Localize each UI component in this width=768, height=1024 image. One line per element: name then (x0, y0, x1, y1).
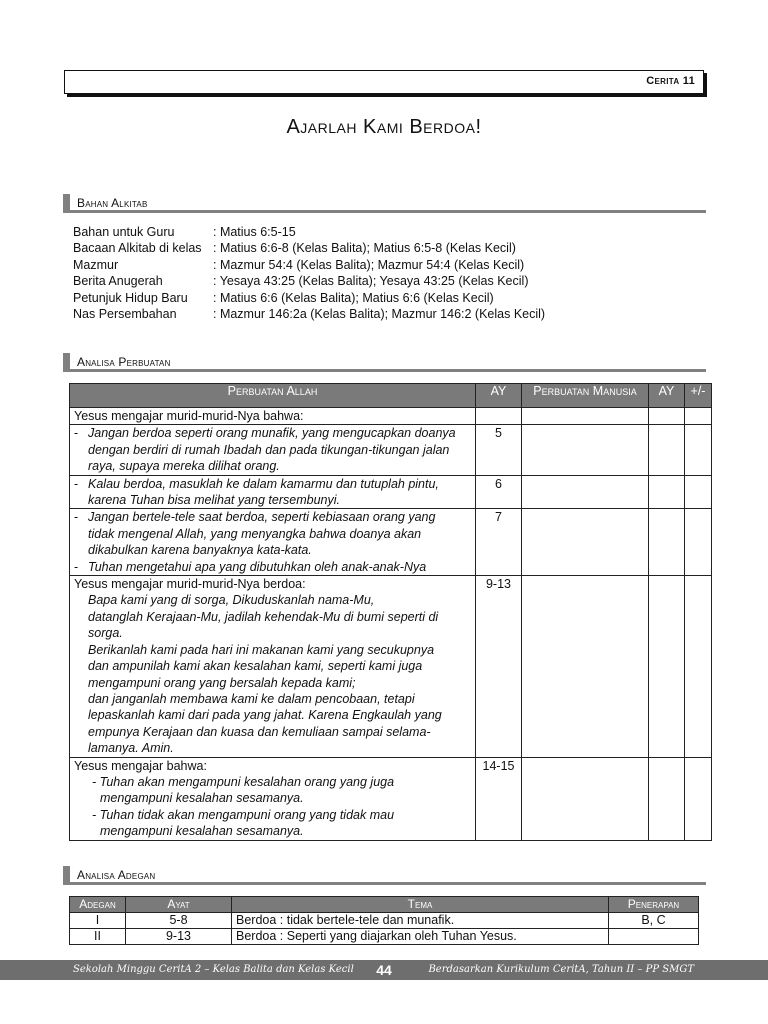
section-title: Bahan Alkitab (77, 196, 148, 210)
bahan-value: : Matius 6:6-8 (Kelas Balita); Matius 6:5-8 (Kelas Kecil) (213, 241, 516, 256)
table-row (70, 425, 712, 475)
table-row (70, 913, 699, 929)
doa-line: datanglah Kerajaan-Mu, jadilah kehendak-Mu di bumi seperti di (88, 609, 439, 624)
doa-line: lepaskanlah kami dari pada yang jahat. Karena Engkaulah yang (88, 708, 442, 723)
header-perbuatan-allah: Perbuatan Allah (70, 384, 476, 408)
bahan-key: Bahan untuk Guru (73, 225, 175, 239)
doa-line: dan janganlah membawa kami ke dalam pencobaan, tetapi (88, 691, 415, 706)
bahan-key: Petunjuk Hidup Baru (73, 290, 188, 305)
penerapan-cell (609, 929, 699, 945)
table-row (70, 576, 712, 757)
section-rule (63, 369, 706, 372)
bahan-key: Nas Persembahan (73, 307, 177, 322)
section-title: Analisa Adegan (77, 868, 156, 882)
adegan-cell: I (70, 913, 126, 929)
doa-text (74, 592, 471, 756)
table-header-row (70, 897, 699, 913)
doa-line: sorga. (88, 626, 123, 641)
akhir-cell (70, 757, 476, 840)
bahan-value: : Mazmur 54:4 (Kelas Balita); Mazmur 54:4 (Kelas Kecil) (213, 257, 525, 272)
analisa-perbuatan-table (69, 383, 712, 841)
header-plus-minus: +/- (685, 384, 712, 408)
intro-text: Yesus mengajar murid-murid-Nya bahwa: (70, 408, 476, 425)
item-line: raya, supaya mereka dilihat orang. (88, 459, 280, 474)
bahan-key: Mazmur (73, 257, 119, 272)
page-footer (0, 960, 768, 980)
header-ay: AY (476, 384, 522, 408)
penerapan-cell: B, C (609, 913, 699, 929)
ayat-cell: 14-15 (476, 757, 522, 840)
akhir-line: mengampuni kesalahan sesamanya. (100, 791, 304, 806)
ayat-cell: 7 (476, 509, 522, 576)
table-row (70, 408, 712, 425)
footer-right-text: Berdasarkan Kurikulum CeritA, Tahun II – PP SMGT (428, 964, 694, 975)
header-perbuatan-manusia: Perbuatan Manusia (522, 384, 649, 408)
ayat-cell: 5-8 (126, 913, 232, 929)
bahan-key: Berita Anugerah (73, 274, 163, 289)
header-penerapan: Penerapan (609, 897, 699, 913)
item-line: dikabulkan karena banyaknya kata-kata. (88, 543, 312, 558)
header-adegan: Adegan (70, 897, 126, 913)
item-line: tidak mengenal Allah, yang menyangka bahwa doanya akan (88, 526, 422, 541)
bahan-alkitab-list (73, 224, 545, 322)
header-tema: Tema (232, 897, 609, 913)
analisa-adegan-table (69, 896, 699, 945)
table-row (70, 509, 712, 576)
ayat-cell: 9-13 (476, 576, 522, 757)
bahan-row (73, 224, 545, 240)
table-header-row (70, 384, 712, 408)
section-heading-perbuatan (63, 353, 706, 372)
doa-line: dan ampunilah kami akan kesalahan kami, seperti kami juga (88, 659, 423, 674)
intro-text: Yesus mengajar bahwa: (74, 758, 207, 773)
perbuatan-item (70, 425, 476, 475)
doa-line: empunya Kerajaan dan kuasa dan kemuliaan sampai selama- (88, 724, 431, 739)
doa-line: Berikanlah kami pada hari ini makanan kami yang secukupnya (88, 642, 435, 657)
item-line: Tuhan mengetahui apa yang dibutuhkan oleh anak-anak-Nya (88, 559, 427, 574)
section-rule (63, 210, 706, 213)
table-row (70, 929, 699, 945)
item-line: dengan berdiri di rumah Ibadah dan pada tikungan-tikungan jalan (88, 442, 450, 457)
akhir-line: - Tuhan tidak akan mengampuni orang yang tidak mau (92, 807, 395, 822)
intro-text: Yesus mengajar murid-murid-Nya berdoa: (74, 577, 306, 592)
bahan-value: : Matius 6:6 (Kelas Balita); Matius 6:6 (Kelas Kecil) (213, 290, 494, 305)
section-heading-adegan (63, 866, 706, 885)
table-row (70, 475, 712, 509)
dash: - (74, 476, 79, 491)
bahan-value: : Mazmur 146:2a (Kelas Balita); Mazmur 146:2 (Kelas Kecil) (213, 307, 546, 322)
doa-line: Bapa kami yang di sorga, Dikuduskanlah nama-Mu, (88, 593, 375, 608)
section-title: Analisa Perbuatan (77, 355, 171, 369)
table-row (70, 757, 712, 840)
doa-cell (70, 576, 476, 757)
page-number: 44 (376, 962, 392, 978)
doa-line: lamanya. Amin. (88, 741, 174, 756)
chapter-header-box (64, 70, 704, 94)
perbuatan-item (70, 475, 476, 509)
bahan-row (73, 257, 545, 273)
footer-left-text: Sekolah Minggu CeritA 2 – Kelas Balita dan Kelas Kecil (73, 964, 354, 975)
ayat-cell: 9-13 (126, 929, 232, 945)
bahan-row (73, 290, 545, 306)
section-heading-bahan (63, 194, 706, 213)
dash: - (74, 559, 79, 574)
bahan-row (73, 306, 545, 322)
tema-cell: Berdoa : Seperti yang diajarkan oleh Tuhan Yesus. (232, 929, 609, 945)
header-ayat: Ayat (126, 897, 232, 913)
doa-line: mengampuni orang yang bersalah kepada kami; (88, 675, 356, 690)
perbuatan-item (70, 509, 476, 576)
bahan-row (73, 240, 545, 256)
ayat-cell: 5 (476, 425, 522, 475)
adegan-cell: II (70, 929, 126, 945)
akhir-line: - Tuhan akan mengampuni kesalahan orang yang juga (92, 774, 395, 789)
page-title: Ajarlah Kami Berdoa! (286, 116, 482, 138)
item-line: Kalau berdoa, masuklah ke dalam kamarmu dan tutuplah pintu, (88, 476, 439, 491)
dash: - (74, 510, 79, 525)
ayat-cell: 6 (476, 475, 522, 509)
item-line: Jangan bertele-tele saat berdoa, seperti kebiasaan orang yang (88, 510, 436, 525)
item-line: karena Tuhan bisa melihat yang tersembunyi. (88, 493, 340, 508)
item-line: Jangan berdoa seperti orang munafik, yang mengucapkan doanya (88, 426, 456, 441)
bahan-key: Bacaan Alkitab di kelas (73, 241, 202, 256)
chapter-label: Cerita 11 (646, 75, 695, 87)
tema-cell: Berdoa : tidak bertele-tele dan munafik. (232, 913, 609, 929)
akhir-line: mengampuni kesalahan sesamanya. (100, 824, 304, 839)
bahan-value: : Matius 6:5-15 (213, 225, 296, 239)
dash: - (74, 426, 79, 441)
bahan-value: : Yesaya 43:25 (Kelas Balita); Yesaya 43:25 (Kelas Kecil) (213, 274, 529, 289)
section-rule (63, 882, 706, 885)
header-ay: AY (649, 384, 685, 408)
bahan-row (73, 273, 545, 289)
